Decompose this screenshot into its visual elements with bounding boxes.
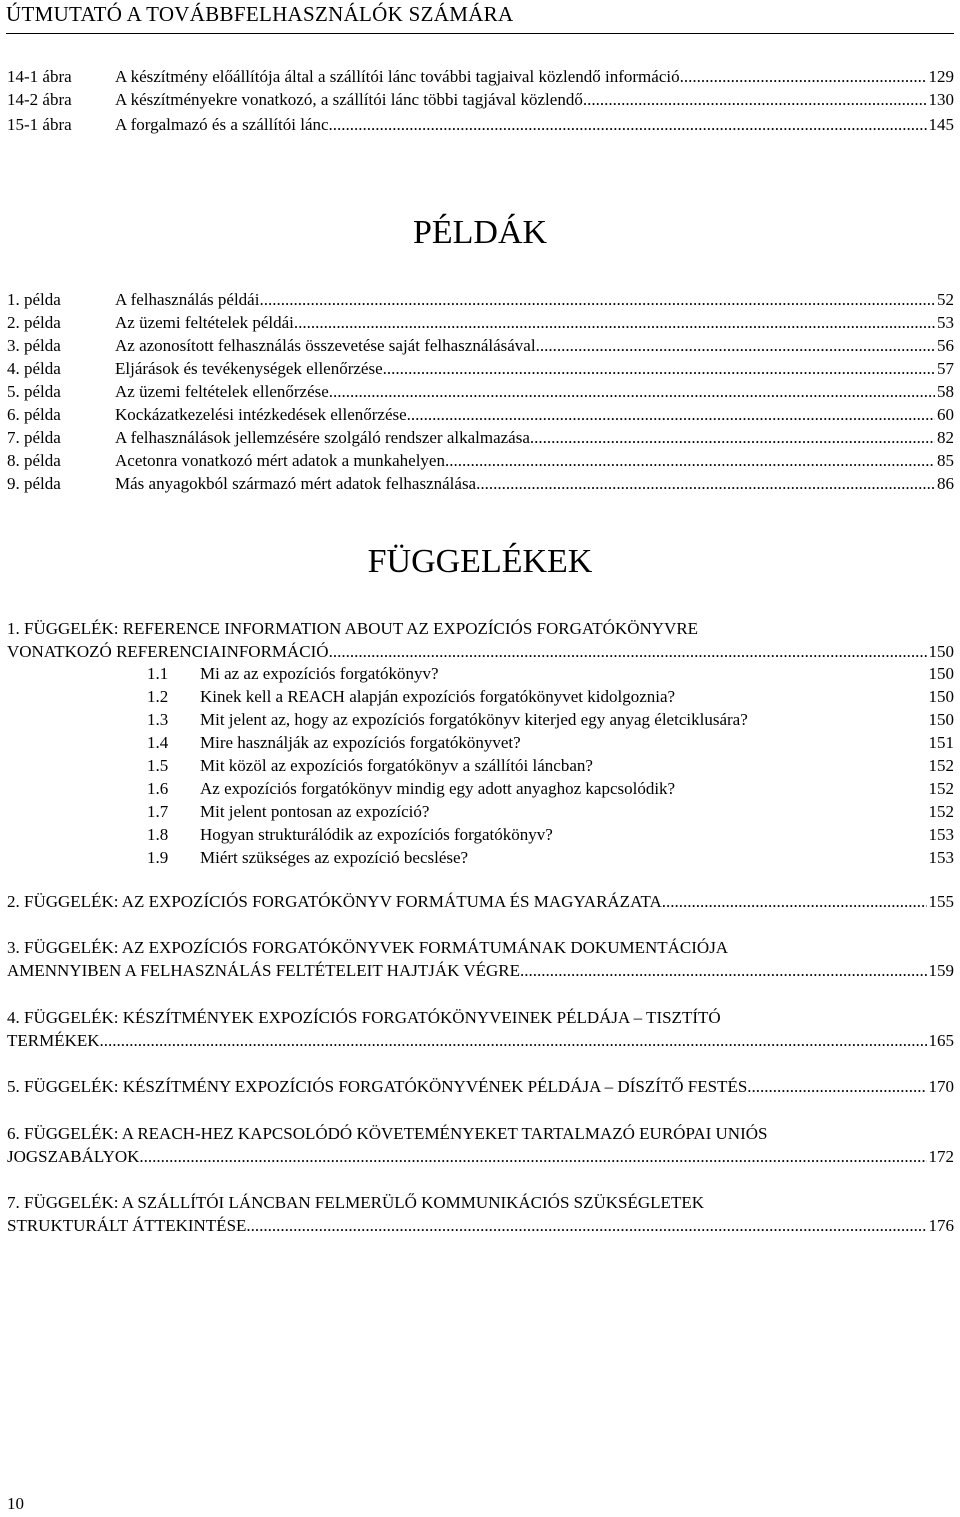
page-number: 152 [928, 802, 954, 821]
appendix-2-entry[interactable] [7, 891, 954, 913]
toc-example-entry[interactable] [7, 381, 954, 403]
dot-leader [329, 381, 935, 403]
dot-leader [583, 89, 927, 111]
example-title: Az üzemi feltételek ellenőrzése [115, 382, 329, 401]
appendix-4-entry[interactable] [7, 1030, 954, 1052]
toc-subentry[interactable] [147, 732, 954, 754]
toc-subentry[interactable] [147, 709, 954, 731]
example-label: 9. példa [7, 474, 61, 493]
page-number: 153 [928, 825, 954, 844]
page-number: 153 [928, 848, 954, 867]
appendix-title: TERMÉKEK [7, 1031, 100, 1050]
page-number: 150 [928, 664, 954, 683]
subentry-title: Mit jelent pontosan az expozíció? [200, 802, 430, 821]
appendix-title: VONATKOZÓ REFERENCIAINFORMÁCIÓ [7, 642, 329, 661]
appendix-7-title-line[interactable]: 7. FÜGGELÉK: A SZÁLLÍTÓI LÁNCBAN FELMERÜLŐ KOMMUNIKÁCIÓS SZÜKSÉGLETEK [7, 1193, 704, 1212]
dot-leader [476, 473, 935, 495]
dot-leader [445, 450, 935, 472]
appendix-3-title-line[interactable]: 3. FÜGGELÉK: AZ EXPOZÍCIÓS FORGATÓKÖNYVEK FORMÁTUMÁNAK DOKUMENTÁCIÓJA [7, 938, 729, 957]
subentry-title: Mire használják az expozíciós forgatókönyvet? [200, 733, 521, 752]
example-label: 1. példa [7, 290, 61, 309]
toc-subentry[interactable] [147, 778, 954, 800]
subentry-number: 1.1 [147, 664, 169, 683]
page-number: 58 [937, 382, 954, 401]
page-number: 150 [928, 687, 954, 706]
subentry-number: 1.7 [147, 802, 169, 821]
subentry-title: Mit közöl az expozíciós forgatókönyv a szállítói láncban? [200, 756, 593, 775]
subentry-title: Mit jelent az, hogy az expozíciós forgatókönyv kiterjed egy anyag életciklusára? [200, 710, 748, 729]
toc-example-entry[interactable] [7, 335, 954, 357]
appendix-3-entry[interactable] [7, 960, 954, 982]
figure-title: A forgalmazó és a szállítói lánc [115, 115, 329, 134]
page-number: 57 [937, 359, 954, 378]
dot-leader [259, 289, 935, 311]
appendix-1-title-line[interactable]: 1. FÜGGELÉK: REFERENCE INFORMATION ABOUT AZ EXPOZÍCIÓS FORGATÓKÖNYVRE [7, 619, 699, 638]
page-number: 155 [928, 892, 954, 911]
dot-leader [662, 891, 927, 913]
example-label: 4. példa [7, 359, 61, 378]
dot-leader [329, 114, 927, 136]
page-number: 60 [937, 405, 954, 424]
example-title: Kockázatkezelési intézkedések ellenőrzése [115, 405, 407, 424]
dot-leader [680, 66, 927, 88]
subentry-number: 1.2 [147, 687, 169, 706]
page-number: 159 [928, 961, 954, 980]
toc-example-entry[interactable] [7, 450, 954, 472]
page-number: 52 [937, 290, 954, 309]
example-title: Acetonra vonatkozó mért adatok a munkahelyen [115, 451, 445, 470]
page-number: 170 [928, 1077, 954, 1096]
toc-example-entry[interactable] [7, 404, 954, 426]
figure-label: 14-1 ábra [7, 67, 72, 86]
appendix-title: JOGSZABÁLYOK [7, 1147, 140, 1166]
figure-label: 15-1 ábra [7, 115, 72, 134]
appendix-title: 5. FÜGGELÉK: KÉSZÍTMÉNY EXPOZÍCIÓS FORGATÓKÖNYVÉNEK PÉLDÁJA – DÍSZÍTŐ FESTÉS [7, 1077, 748, 1096]
dot-leader [139, 1146, 926, 1168]
page-number: 86 [937, 474, 954, 493]
example-title: Más anyagokból származó mért adatok felhasználása [115, 474, 477, 493]
appendix-7-entry[interactable] [7, 1215, 954, 1237]
example-label: 8. példa [7, 451, 61, 470]
example-title: Az azonosított felhasználás összevetése saját felhasználásával [115, 336, 536, 355]
toc-figure-entry[interactable] [7, 89, 954, 111]
example-label: 2. példa [7, 313, 61, 332]
page-number: 145 [928, 115, 954, 134]
appendix-title: 2. FÜGGELÉK: AZ EXPOZÍCIÓS FORGATÓKÖNYV FORMÁTUMA ÉS MAGYARÁZATA [7, 892, 662, 911]
page-number: 176 [928, 1216, 954, 1235]
example-label: 5. példa [7, 382, 61, 401]
dot-leader [536, 335, 935, 357]
page-number: 56 [937, 336, 954, 355]
toc-subentry[interactable] [147, 755, 954, 777]
appendix-title: AMENNYIBEN A FELHASZNÁLÁS FELTÉTELEIT HAJTJÁK VÉGRE [7, 961, 520, 980]
page-number: 150 [928, 642, 954, 661]
page-number: 82 [937, 428, 954, 447]
subentry-title: Mi az az expozíciós forgatókönyv? [200, 664, 439, 683]
dot-leader [329, 641, 927, 663]
appendices-heading: FÜGGELÉKEK [367, 543, 593, 580]
page-number: 152 [928, 756, 954, 775]
dot-leader [520, 960, 927, 982]
appendix-6-entry[interactable] [7, 1146, 954, 1168]
example-title: Az üzemi feltételek példái [115, 313, 294, 332]
appendix-6-title-line[interactable]: 6. FÜGGELÉK: A REACH-HEZ KAPCSOLÓDÓ KÖVETEMÉNYEKET TARTALMAZÓ EURÓPAI UNIÓS [7, 1124, 768, 1143]
example-title: A felhasználások jellemzésére szolgáló rendszer alkalmazása [115, 428, 530, 447]
subentry-title: Miért szükséges az expozíció becslése? [200, 848, 469, 867]
toc-example-entry[interactable] [7, 427, 954, 449]
example-label: 3. példa [7, 336, 61, 355]
page-number: 53 [937, 313, 954, 332]
page-number: 165 [928, 1031, 954, 1050]
toc-example-entry[interactable] [7, 289, 954, 311]
toc-example-entry[interactable] [7, 358, 954, 380]
toc-example-entry[interactable] [7, 473, 954, 495]
toc-figure-entry[interactable] [7, 114, 954, 136]
dot-leader [100, 1030, 927, 1052]
dot-leader [246, 1215, 926, 1237]
dot-leader [530, 427, 935, 449]
subentry-title: Hogyan strukturálódik az expozíciós forgatókönyv? [200, 825, 553, 844]
appendix-1-entry[interactable] [7, 641, 954, 663]
dot-leader [383, 358, 935, 380]
example-title: Eljárások és tevékenységek ellenőrzése [115, 359, 383, 378]
dot-leader [294, 312, 935, 334]
subentry-number: 1.4 [147, 733, 169, 752]
subentry-number: 1.6 [147, 779, 169, 798]
page-number: 150 [928, 710, 954, 729]
toc-subentry[interactable] [147, 686, 954, 708]
example-title: A felhasználás példái [115, 290, 260, 309]
subentry-number: 1.9 [147, 848, 169, 867]
example-label: 7. példa [7, 428, 61, 447]
page-number: 130 [928, 90, 954, 109]
dot-leader [407, 404, 935, 426]
figure-label: 14-2 ábra [7, 90, 72, 109]
running-header: ÚTMUTATÓ A TOVÁBBFELHASZNÁLÓK SZÁMÁRA [6, 2, 954, 34]
figure-title: A készítményekre vonatkozó, a szállítói lánc többi tagjával közlendő [115, 90, 583, 109]
toc-example-entry[interactable] [7, 312, 954, 334]
examples-heading: PÉLDÁK [412, 214, 548, 251]
toc-figure-entry[interactable] [7, 66, 954, 88]
toc-subentry[interactable] [147, 801, 954, 823]
page-number: 172 [928, 1147, 954, 1166]
page-number: 85 [937, 451, 954, 470]
appendix-5-entry[interactable] [7, 1076, 954, 1098]
dot-leader [747, 1076, 926, 1098]
toc-subentry[interactable] [147, 847, 954, 869]
footer-page-number: 10 [7, 1494, 24, 1513]
subentry-number: 1.3 [147, 710, 169, 729]
toc-subentry[interactable] [147, 824, 954, 846]
appendix-4-title-line[interactable]: 4. FÜGGELÉK: KÉSZÍTMÉNYEK EXPOZÍCIÓS FORGATÓKÖNYVEINEK PÉLDÁJA – TISZTÍTÓ [7, 1008, 721, 1027]
subentry-number: 1.5 [147, 756, 169, 775]
subentry-title: Az expozíciós forgatókönyv mindig egy adott anyaghoz kapcsolódik? [200, 779, 676, 798]
figure-title: A készítmény előállítója által a szállítói lánc további tagjaival közlendő információ [115, 67, 680, 86]
toc-subentry[interactable] [147, 663, 954, 685]
subentry-title: Kinek kell a REACH alapján expozíciós forgatókönyvet kidolgoznia? [200, 687, 676, 706]
appendix-title: STRUKTURÁLT ÁTTEKINTÉSE [7, 1216, 247, 1235]
page-number: 152 [928, 779, 954, 798]
page-number: 129 [928, 67, 954, 86]
subentry-number: 1.8 [147, 825, 169, 844]
example-label: 6. példa [7, 405, 61, 424]
page-number: 151 [928, 733, 954, 752]
